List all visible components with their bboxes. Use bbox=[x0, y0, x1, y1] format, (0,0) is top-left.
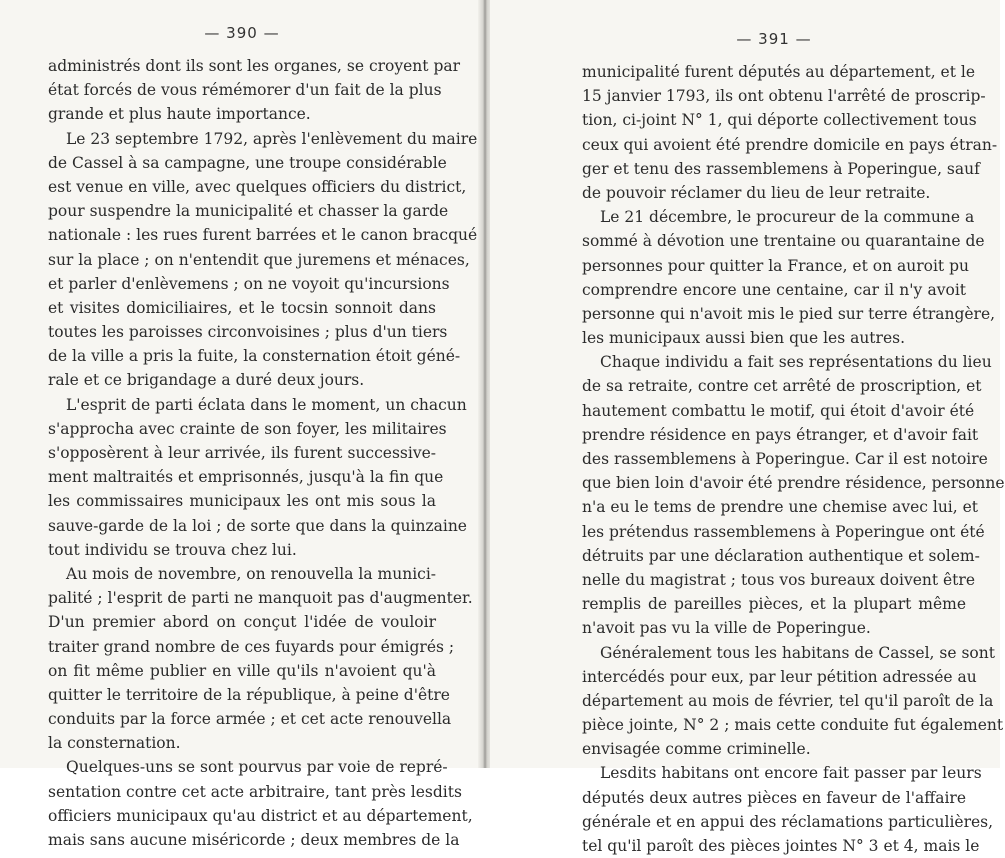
text-line: grande et plus haute importance. bbox=[48, 105, 311, 124]
text-line: rale et ce brigandage a duré deux jours. bbox=[48, 371, 365, 390]
text-line: sentation contre cet acte arbitraire, tant près lesdits bbox=[48, 782, 462, 801]
text-line: Quelques-uns se sont pourvus par voie de repré- bbox=[66, 758, 448, 777]
text-line: générale et en appui des réclamations particulières, bbox=[582, 812, 994, 831]
text-line: sommé à dévotion une trentaine ou quarantaine de bbox=[582, 232, 985, 251]
text-line: que bien loin d'avoir été prendre résidence, personne bbox=[582, 474, 1005, 493]
text-line: Chaque individu a fait ses représentations du lieu bbox=[600, 353, 992, 372]
text-line: de la ville a pris la fuite, la consternation étoit géné- bbox=[48, 347, 461, 366]
text-line: Le 21 décembre, le procureur de la commune a bbox=[600, 208, 975, 227]
text-line: administrés dont ils sont les organes, se croyent par bbox=[48, 57, 461, 75]
text-line: sur la place ; on n'entendit que juremens et ménaces, bbox=[48, 250, 470, 269]
text-line: on fit même publier en ville qu'ils n'avoient qu'à bbox=[48, 661, 436, 680]
text-line: quitter le territoire de la république, à peine d'être bbox=[48, 685, 450, 704]
text-line: n'a eu le tems de prendre une chemise avec lui, et bbox=[582, 498, 979, 517]
text-line: Au mois de novembre, on renouvella la munici- bbox=[66, 564, 437, 583]
text-line: détruits par une déclaration authentique et solem- bbox=[582, 546, 980, 565]
text-line: tout individu se trouva chez lui. bbox=[48, 540, 297, 559]
left-page bbox=[0, 0, 482, 849]
text-line: nationale : les rues furent barrées et le canon bracqué bbox=[48, 226, 478, 245]
text-line: tel qu'il paroît des pièces jointes N° 3 et 4, mais le bbox=[582, 837, 980, 855]
text-line: nelle du magistrat ; tous vos bureaux doivent être bbox=[582, 570, 975, 589]
text-line: s'opposèrent à leur arrivée, ils furent successive- bbox=[48, 444, 436, 462]
text-line: est venue en ville, avec quelques officiers du district, bbox=[48, 177, 467, 196]
text-line: envisagée comme criminelle. bbox=[582, 740, 811, 759]
text-line: Le 23 septembre 1792, après l'enlèvement du maire bbox=[66, 129, 478, 148]
left-page-body bbox=[48, 54, 478, 852]
text-line: les municipaux aussi bien que les autres. bbox=[582, 329, 905, 348]
page-number-391: — 391 — bbox=[736, 30, 812, 48]
text-line: n'avoit pas vu la ville de Poperingue. bbox=[582, 619, 871, 638]
page-number-390: — 390 — bbox=[204, 24, 280, 42]
text-line: les commissaires municipaux les ont mis sous la bbox=[48, 492, 436, 511]
text-line: traiter grand nombre de ces fuyards pour émigrés ; bbox=[48, 637, 455, 656]
text-line: députés deux autres pièces en faveur de l'affaire bbox=[582, 788, 966, 807]
text-line: les prétendus rassemblemens à Poperingue ont été bbox=[582, 522, 985, 541]
text-line: pièce jointe, N° 2 ; mais cette conduite fut également bbox=[582, 716, 1004, 735]
text-line: remplis de pareilles pièces, et la plupart même bbox=[582, 595, 966, 614]
text-line: municipalité furent députés au département, et le bbox=[582, 63, 976, 81]
text-line: de sa retraite, contre cet arrêté de proscription, et bbox=[582, 377, 982, 396]
text-line: Généralement tous les habitans de Cassel, se sont bbox=[600, 643, 995, 662]
text-line: pour suspendre la municipalité et chasser la garde bbox=[48, 202, 449, 221]
text-line: intercédés pour eux, par leur pétition adressée au bbox=[582, 667, 977, 686]
text-line: hautement combattu le motif, qui étoit d'avoir été bbox=[582, 401, 975, 420]
text-line: palité ; l'esprit de parti ne manquoit pas d'augmenter. bbox=[48, 589, 473, 608]
text-line: la consternation. bbox=[48, 734, 181, 753]
text-line: personnes pour quitter la France, et on auroit pu bbox=[582, 256, 969, 275]
text-line: conduits par la force armée ; et cet acte renouvella bbox=[48, 710, 452, 729]
text-line: toutes les paroisses circonvoisines ; plus d'un tiers bbox=[48, 323, 448, 342]
text-line: ger et tenu des rassemblemens à Poperingue, sauf bbox=[582, 159, 980, 178]
right-page bbox=[490, 0, 1005, 855]
text-line: D'un premier abord on conçut l'idée de vouloir bbox=[48, 613, 436, 632]
text-line: département au mois de février, tel qu'il paroît de la bbox=[582, 691, 994, 710]
text-line: et visites domiciliaires, et le tocsin sonnoit dans bbox=[48, 298, 436, 317]
text-line: ceux qui avoient été prendre domicile en pays étran- bbox=[582, 135, 998, 154]
text-line: ment maltraités et emprisonnés, jusqu'à la fin que bbox=[48, 468, 444, 487]
text-line: et parler d'enlèvemens ; on ne voyoit qu'incursions bbox=[48, 274, 450, 293]
text-line: tion, ci-joint N° 1, qui déporte collectivement tous bbox=[582, 111, 977, 130]
text-line: personne qui n'avoit mis le pied sur terre étrangère, bbox=[582, 304, 996, 323]
text-line: sauve-garde de la loi ; de sorte que dans la quinzaine bbox=[48, 516, 467, 535]
text-line: comprendre encore une centaine, car il n'y avoit bbox=[582, 280, 966, 299]
text-line: Lesdits habitans ont encore fait passer par leurs bbox=[600, 764, 982, 783]
text-line: L'esprit de parti éclata dans le moment, un chacun bbox=[66, 395, 467, 414]
text-line: officiers municipaux qu'au district et au département, bbox=[48, 806, 473, 825]
text-line: prendre résidence en pays étranger, et d'avoir fait bbox=[582, 425, 979, 444]
text-line: de pouvoir réclamer du lieu de leur retraite. bbox=[582, 183, 931, 202]
text-line: de Cassel à sa campagne, une troupe considérable bbox=[48, 153, 447, 172]
text-line: s'approcha avec crainte de son foyer, les militaires bbox=[48, 419, 447, 438]
text-line: état forcés de vous rémémorer d'un fait de la plus bbox=[48, 81, 442, 100]
text-line: 15 janvier 1793, ils ont obtenu l'arrêté de proscrip- bbox=[582, 87, 986, 106]
text-line: mais sans aucune miséricorde ; deux membres de la bbox=[48, 831, 460, 849]
text-line: des rassemblemens à Poperingue. Car il est notoire bbox=[582, 450, 988, 468]
right-page-body bbox=[582, 60, 1005, 858]
